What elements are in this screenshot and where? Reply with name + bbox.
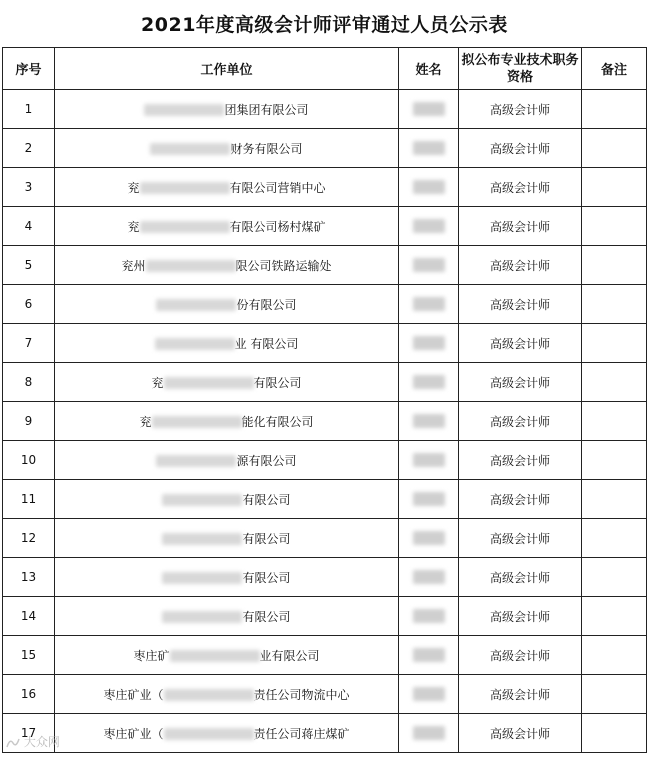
- qualification-cell: 高级会计师: [459, 441, 582, 480]
- table-row: [3, 324, 647, 363]
- redacted-unit-segment: [146, 260, 236, 272]
- redacted-unit-segment: [170, 650, 260, 662]
- redacted-name: [413, 609, 445, 623]
- note-cell: [582, 207, 647, 246]
- table-row: [3, 558, 647, 597]
- redacted-unit-segment: [156, 455, 236, 467]
- table-row: [3, 675, 647, 714]
- redacted-name: [413, 336, 445, 350]
- redacted-name: [413, 531, 445, 545]
- table-row: [3, 207, 647, 246]
- table-row: [3, 714, 647, 753]
- note-cell: [582, 597, 647, 636]
- work-unit-suffix: 有限公司: [242, 492, 291, 507]
- header-note: 备注: [582, 48, 647, 90]
- work-unit-suffix: 业有限公司: [259, 648, 320, 663]
- work-unit-suffix: 有限公司: [242, 570, 291, 585]
- work-unit-prefix: 枣庄矿: [133, 648, 170, 663]
- work-unit-suffix: 份有限公司: [236, 297, 297, 312]
- work-unit-prefix: 兖: [151, 375, 164, 390]
- qualification-cell: 高级会计师: [459, 675, 582, 714]
- redacted-name: [413, 726, 445, 740]
- name-cell: [399, 675, 459, 714]
- redacted-unit-segment: [162, 611, 242, 623]
- qualification-cell: 高级会计师: [459, 519, 582, 558]
- header-no: 序号: [3, 48, 55, 90]
- row-number: 5: [3, 246, 55, 285]
- redacted-name: [413, 687, 445, 701]
- table-row: [3, 363, 647, 402]
- work-unit-prefix: 兖: [127, 180, 140, 195]
- work-unit-cell: [55, 558, 399, 597]
- note-cell: [582, 285, 647, 324]
- table-row: [3, 519, 647, 558]
- note-cell: [582, 558, 647, 597]
- note-cell: [582, 90, 647, 129]
- name-cell: [399, 246, 459, 285]
- row-number: 7: [3, 324, 55, 363]
- watermark: [6, 733, 60, 750]
- redacted-name: [413, 141, 445, 155]
- redacted-unit-segment: [164, 728, 254, 740]
- row-number: 16: [3, 675, 55, 714]
- work-unit-prefix: 兖: [127, 219, 140, 234]
- redacted-unit-segment: [162, 572, 242, 584]
- row-number: 17: [3, 714, 55, 753]
- row-number: 4: [3, 207, 55, 246]
- note-cell: [582, 714, 647, 753]
- redacted-name: [413, 180, 445, 194]
- table-row: [3, 402, 647, 441]
- publicity-table: [2, 47, 647, 753]
- name-cell: [399, 285, 459, 324]
- name-cell: [399, 168, 459, 207]
- work-unit-cell: [55, 402, 399, 441]
- work-unit-cell: [55, 246, 399, 285]
- name-cell: [399, 714, 459, 753]
- table-row: [3, 597, 647, 636]
- page-title: 2021年度高级会计师评审通过人员公示表: [141, 14, 508, 36]
- work-unit-prefix: 兖: [139, 414, 152, 429]
- name-cell: [399, 207, 459, 246]
- header-unit: 工作单位: [55, 48, 399, 90]
- work-unit-cell: [55, 441, 399, 480]
- work-unit-suffix: 责任公司蒋庄煤矿: [253, 726, 350, 741]
- redacted-name: [413, 648, 445, 662]
- watermark-text: 大众网: [23, 735, 60, 749]
- redacted-unit-segment: [164, 689, 254, 701]
- work-unit-suffix: 有限公司: [242, 609, 291, 624]
- redacted-unit-segment: [144, 104, 224, 116]
- work-unit-suffix: 源有限公司: [236, 453, 297, 468]
- note-cell: [582, 480, 647, 519]
- note-cell: [582, 636, 647, 675]
- qualification-cell: 高级会计师: [459, 558, 582, 597]
- row-number: 3: [3, 168, 55, 207]
- table-row: [3, 246, 647, 285]
- name-cell: [399, 597, 459, 636]
- name-cell: [399, 324, 459, 363]
- qualification-cell: 高级会计师: [459, 714, 582, 753]
- redacted-name: [413, 102, 445, 116]
- table-row: [3, 168, 647, 207]
- name-cell: [399, 90, 459, 129]
- name-cell: [399, 480, 459, 519]
- redacted-unit-segment: [152, 416, 242, 428]
- row-number: 13: [3, 558, 55, 597]
- table-row: [3, 636, 647, 675]
- redacted-name: [413, 453, 445, 467]
- qualification-cell: 高级会计师: [459, 207, 582, 246]
- qualification-cell: 高级会计师: [459, 636, 582, 675]
- note-cell: [582, 363, 647, 402]
- redacted-unit-segment: [140, 221, 230, 233]
- note-cell: [582, 519, 647, 558]
- work-unit-suffix: 有限公司杨村煤矿: [229, 219, 326, 234]
- note-cell: [582, 168, 647, 207]
- qualification-cell: 高级会计师: [459, 480, 582, 519]
- header-qualification: 拟公布专业技术职务资格: [459, 48, 582, 90]
- work-unit-suffix: 业 有限公司: [234, 336, 299, 351]
- note-cell: [582, 402, 647, 441]
- qualification-cell: 高级会计师: [459, 168, 582, 207]
- redacted-name: [413, 414, 445, 428]
- qualification-cell: 高级会计师: [459, 90, 582, 129]
- redacted-unit-segment: [162, 494, 242, 506]
- row-number: 10: [3, 441, 55, 480]
- row-number: 1: [3, 90, 55, 129]
- note-cell: [582, 324, 647, 363]
- qualification-cell: 高级会计师: [459, 363, 582, 402]
- work-unit-cell: [55, 519, 399, 558]
- work-unit-cell: [55, 285, 399, 324]
- row-number: 14: [3, 597, 55, 636]
- redacted-name: [413, 297, 445, 311]
- redacted-name: [413, 258, 445, 272]
- redacted-unit-segment: [156, 299, 236, 311]
- row-number: 12: [3, 519, 55, 558]
- work-unit-prefix: 兖州: [121, 258, 146, 273]
- note-cell: [582, 246, 647, 285]
- row-number: 8: [3, 363, 55, 402]
- work-unit-cell: [55, 324, 399, 363]
- work-unit-suffix: 有限公司: [253, 375, 302, 390]
- redacted-name: [413, 492, 445, 506]
- work-unit-cell: [55, 480, 399, 519]
- work-unit-cell: [55, 207, 399, 246]
- work-unit-cell: [55, 675, 399, 714]
- work-unit-suffix: 能化有限公司: [241, 414, 314, 429]
- name-cell: [399, 519, 459, 558]
- redacted-unit-segment: [155, 338, 235, 350]
- redacted-unit-segment: [164, 377, 254, 389]
- name-cell: [399, 363, 459, 402]
- work-unit-cell: [55, 90, 399, 129]
- work-unit-cell: [55, 363, 399, 402]
- work-unit-cell: [55, 636, 399, 675]
- table-row: [3, 441, 647, 480]
- note-cell: [582, 675, 647, 714]
- work-unit-cell: [55, 129, 399, 168]
- table-row: [3, 285, 647, 324]
- note-cell: [582, 441, 647, 480]
- qualification-cell: 高级会计师: [459, 597, 582, 636]
- name-cell: [399, 558, 459, 597]
- qualification-cell: 高级会计师: [459, 324, 582, 363]
- qualification-cell: 高级会计师: [459, 402, 582, 441]
- redacted-name: [413, 570, 445, 584]
- redacted-unit-segment: [140, 182, 230, 194]
- work-unit-prefix: 枣庄矿业（: [103, 726, 164, 741]
- row-number: 6: [3, 285, 55, 324]
- redacted-name: [413, 375, 445, 389]
- work-unit-suffix: 限公司铁路运输处: [235, 258, 332, 273]
- qualification-cell: 高级会计师: [459, 285, 582, 324]
- name-cell: [399, 129, 459, 168]
- name-cell: [399, 636, 459, 675]
- row-number: 9: [3, 402, 55, 441]
- table-row: [3, 129, 647, 168]
- work-unit-cell: [55, 597, 399, 636]
- redacted-unit-segment: [150, 143, 230, 155]
- watermark-logo-icon: [6, 737, 20, 749]
- row-number: 15: [3, 636, 55, 675]
- work-unit-suffix: 团集团有限公司: [224, 102, 309, 117]
- table-row: [3, 480, 647, 519]
- table-header-row: [3, 48, 647, 90]
- work-unit-suffix: 财务有限公司: [230, 141, 303, 156]
- work-unit-suffix: 有限公司: [242, 531, 291, 546]
- redacted-unit-segment: [162, 533, 242, 545]
- work-unit-suffix: 责任公司物流中心: [253, 687, 350, 702]
- name-cell: [399, 402, 459, 441]
- qualification-cell: 高级会计师: [459, 129, 582, 168]
- name-cell: [399, 441, 459, 480]
- work-unit-suffix: 有限公司营销中心: [229, 180, 326, 195]
- redacted-name: [413, 219, 445, 233]
- row-number: 2: [3, 129, 55, 168]
- work-unit-cell: [55, 168, 399, 207]
- table-row: [3, 90, 647, 129]
- qualification-cell: 高级会计师: [459, 246, 582, 285]
- work-unit-cell: [55, 714, 399, 753]
- note-cell: [582, 129, 647, 168]
- header-name: 姓名: [399, 48, 459, 90]
- work-unit-prefix: 枣庄矿业（: [103, 687, 164, 702]
- row-number: 11: [3, 480, 55, 519]
